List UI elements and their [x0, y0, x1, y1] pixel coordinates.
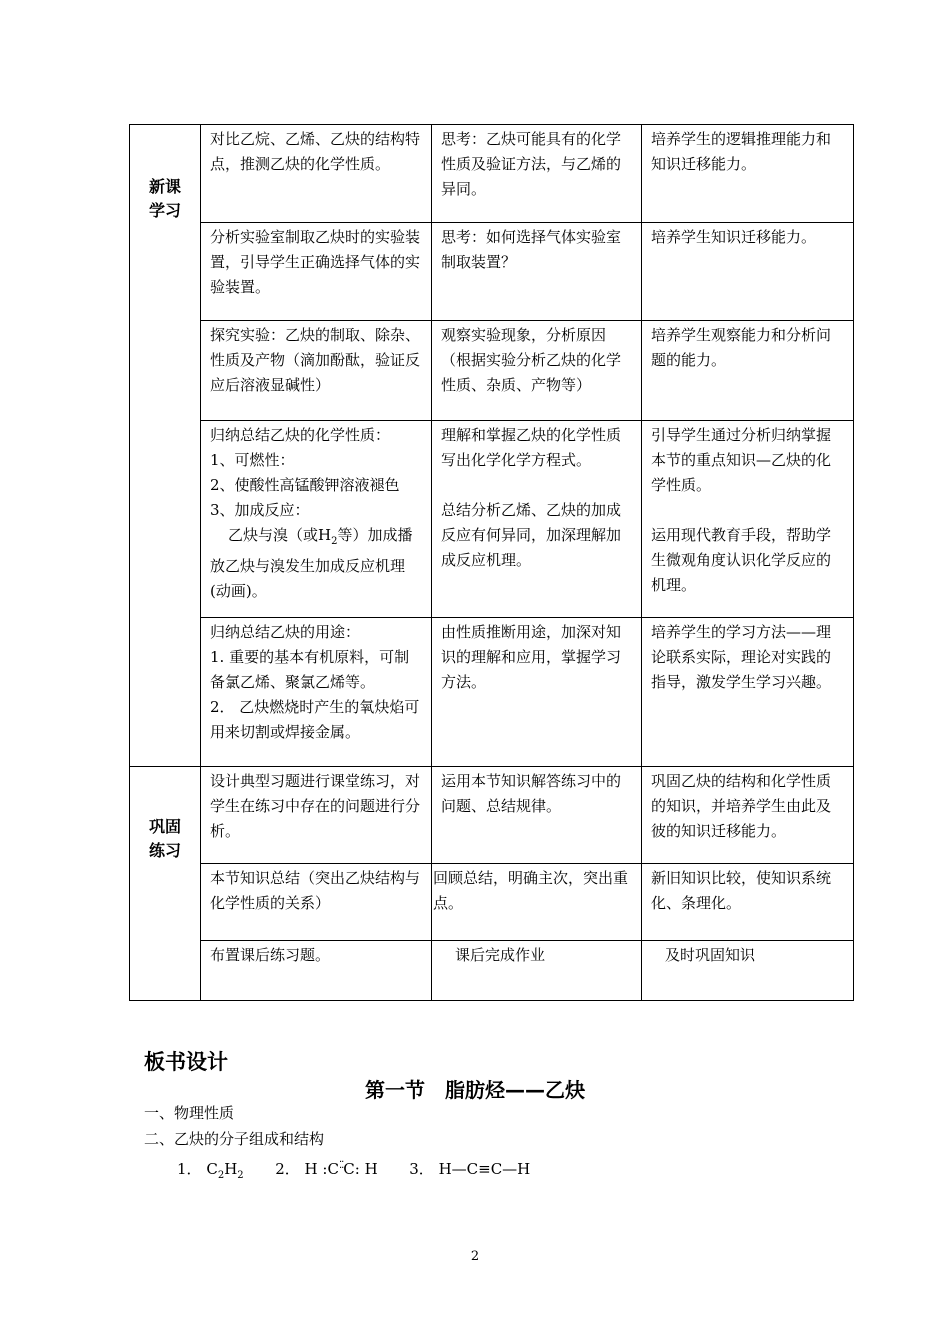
design-intent: 引导学生通过分析归纳掌握本节的重点知识—乙炔的化学性质。 运用现代教育手段，帮助学生微观角度认识化学反应的机理。 [642, 421, 854, 618]
design-intent: 培养学生的学习方法——理论联系实际，理论对实践的指导，激发学生学习兴趣。 [642, 618, 854, 767]
board-item-molecular-structure: 二、乙炔的分子组成和结构 [144, 1130, 325, 1148]
student-activity: 观察实验现象，分析原因（根据实验分析乙炔的化学性质、杂质、产物等） [432, 321, 642, 421]
student-activity: 课后完成作业 [432, 941, 642, 1001]
teacher-activity: 对比乙烷、乙烯、乙炔的结构特点，推测乙炔的化学性质。 [201, 125, 432, 223]
table-row [130, 618, 854, 767]
page-number: 2 [470, 1249, 480, 1264]
teacher-activity: 探究实验：乙炔的制取、除杂、性质及产物（滴加酚酞，验证反应后溶液显碱性） [201, 321, 432, 421]
teacher-activity: 归纳总结乙炔的化学性质： 1、可燃性： 2、使酸性高锰酸钾溶液褪色 3、加成反应： 乙炔与溴（或$H_2$等）加成播放乙炔与溴发生加成反应机理(动画)。 [201, 421, 432, 618]
table-row [130, 125, 854, 223]
student-activity: 由性质推断用途，加深对知识的理解和应用，掌握学习方法。 [432, 618, 642, 767]
design-intent: 巩固乙炔的结构和化学性质的知识，并培养学生由此及彼的知识迁移能力。 [642, 767, 854, 864]
table-row [130, 223, 854, 321]
table-row [130, 864, 854, 941]
teacher-activity: 分析实验室制取乙炔时的实验装置，引导学生正确选择气体的实验装置。 [201, 223, 432, 321]
teacher-activity: 布置课后练习题。 [201, 941, 432, 1001]
student-activity: 运用本节知识解答练习中的问题、总结规律。 [432, 767, 642, 864]
design-intent: 培养学生知识迁移能力。 [642, 223, 854, 321]
table-row [130, 767, 854, 864]
molecular-formula: 1． $C_2H_2$ [177, 1160, 244, 1181]
board-item-physical-properties: 一、物理性质 [144, 1104, 235, 1122]
board-section-title: 第一节 脂肪烃——乙炔 [365, 1078, 585, 1102]
teacher-activity: 本节知识总结（突出乙炔结构与化学性质的关系） [201, 864, 432, 941]
design-intent: 培养学生的逻辑推理能力和知识迁移能力。 [642, 125, 854, 223]
section-label-practice: 巩固 练习 [130, 767, 201, 1001]
formula-line [177, 1158, 530, 1181]
table-row [130, 941, 854, 1001]
addition-reaction-text: 乙炔与溴（或$H_2$等）加成播放乙炔与溴发生加成反应机理(动画)。 [210, 526, 413, 600]
teacher-activity: 设计典型习题进行课堂练习，对学生在练习中存在的问题进行分析。 [201, 767, 432, 864]
lesson-plan-table [129, 124, 854, 1001]
board-design-heading: 板书设计 [144, 1050, 228, 1074]
design-intent: 培养学生观察能力和分析问题的能力。 [642, 321, 854, 421]
table-row [130, 421, 854, 618]
student-activity: 理解和掌握乙炔的化学性质 写出化学化学方程式。 总结分析乙烯、乙炔的加成反应有何异同，加深理解加成反应机理。 [432, 421, 642, 618]
structural-formula: 3． H—C≡C—H [409, 1160, 531, 1178]
triple-bond-dots: ⁚⁚ [338, 1160, 344, 1171]
student-activity: 思考：如何选择气体实验室制取装置？ [432, 223, 642, 321]
section-label-new-lesson: 新课 学习 [130, 125, 201, 767]
electron-formula: 2． H :C⁚⁚C: H [275, 1160, 378, 1178]
student-activity: 思考：乙炔可能具有的化学性质及验证方法，与乙烯的异同。 [432, 125, 642, 223]
teacher-activity: 归纳总结乙炔的用途： 1. 重要的基本有机原料，可制备氯乙烯、聚氯乙烯等。 2． 乙炔燃烧时产生的氧炔焰可用来切割或焊接金属。 [201, 618, 432, 767]
design-intent: 及时巩固知识 [642, 941, 854, 1001]
table-row [130, 321, 854, 421]
student-activity: 回顾总结，明确主次，突出重点。 [432, 864, 642, 941]
design-intent: 新旧知识比较，使知识系统化、条理化。 [642, 864, 854, 941]
